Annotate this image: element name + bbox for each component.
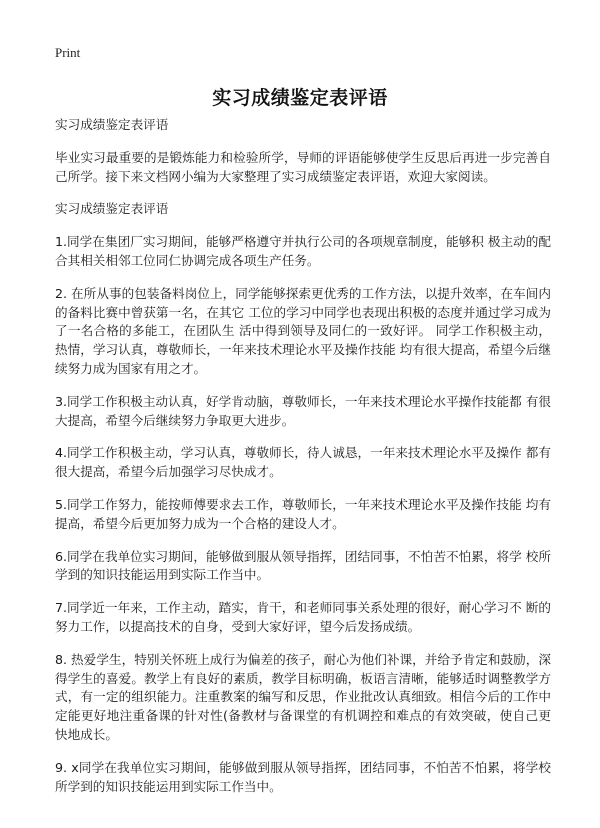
print-link[interactable]: Print — [55, 45, 81, 60]
subheading: 实习成绩鉴定表评语 — [55, 117, 169, 132]
intro-paragraph: 毕业实习最重要的是锻炼能力和检验所学，导师的评语能够使学生反思后再进一步完善自己所学。接下来文档网小编为大家整理了实习成绩鉴定表评语，欢迎大家阅读。 — [55, 149, 551, 184]
list-item: 5.同学工作努力，能按师傅要求去工作，尊敬师长，一年来技术理论水平及操作技能 均有提高，希望今后更加努力成为一个合格的建设人才。 — [55, 496, 551, 531]
comment-list — [55, 233, 551, 796]
document-body — [55, 116, 551, 810]
list-item: 2. 在所从事的包装备料岗位上，同学能够探索更优秀的工作方法，以提升效率，在车间内的备料比赛中曾获第一名，在其它 工位的学习中同学也表现出积极的态度并通过学习成为了一名合格的多能工，在团队生 活中得到领导及同仁的一致好评。 同学工作积极主动，热情，学习认真，尊敬师长，一年来技术理论水平及操作技能 均有很大提高，希望今后继续努力成为国家有用之才。 — [55, 285, 551, 376]
list-item: 8. 热爱学生，特别关怀班上成行为偏差的孩子，耐心为他们补课，并给予肯定和鼓励，深得学生的喜爱。教学上有良好的素质，教学目标明确，板语言清晰，能够适时调整教学方式，有一定的组织能力。注重教案的编写和反思，作业批改认真细致。相信今后的工作中定能更好地注重备课的针对性(备教材与备课堂的有机调控和难点的有效突破，使自己更快地成长。 — [55, 651, 551, 742]
list-item: 6.同学在我单位实习期间，能够做到服从领导指挥，团结同事，不怕苦不怕累，将学 校所学到的知识技能运用到实际工作当中。 — [55, 548, 551, 583]
document-title: 实习成绩鉴定表评语 — [212, 87, 388, 109]
list-item: 7.同学近一年来，工作主动，踏实，肯干，和老师同事关系处理的很好，耐心学习不 断的努力工作，以提高技术的自身，受到大家好评，望今后发扬成绩。 — [55, 600, 551, 634]
section-heading: 实习成绩鉴定表评语 — [55, 201, 169, 217]
list-item: 3.同学工作积极主动认真，好学肯动脑，尊敬师长，一年来技术理论水平操作技能都 有很大提高，希望今后继续努力争取更大进步。 — [55, 393, 551, 428]
list-item: 4.同学工作积极主动，学习认真，尊敬师长，待人诚恳，一年来技术理论水平及操作 都有很大提高，希望今后加强学习尽快成才。 — [55, 445, 551, 480]
list-item: 9. x同学在我单位实习期间，能够做到服从领导指挥，团结同事，不怕苦不怕累，将学校所学到的知识技能运用到实际工作当中。 — [55, 759, 551, 794]
list-item: 1.同学在集团厂实习期间，能够严格遵守并执行公司的各项规章制度，能够积 极主动的配合其相关相邻工位同仁协调完成各项生产任务。 — [55, 234, 551, 268]
